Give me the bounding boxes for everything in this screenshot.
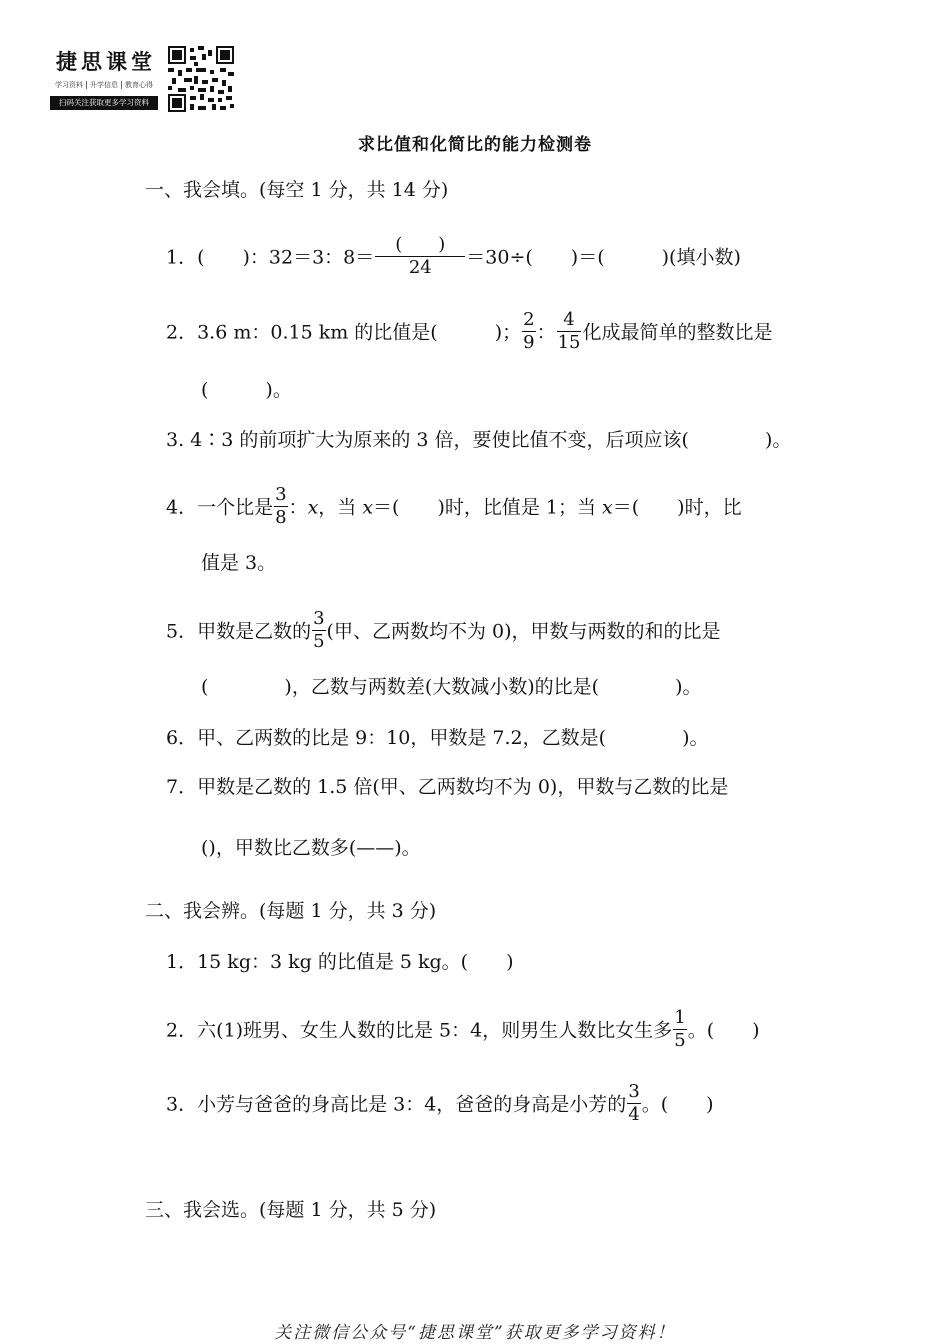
fraction-denominator: 8: [275, 507, 287, 528]
question-1-2: [166, 309, 773, 354]
brand-tag: 教育心得: [125, 81, 153, 89]
question-text: 。( ): [687, 1019, 760, 1042]
brand-logo-text: 捷思课堂: [56, 49, 156, 74]
question-1-1: [166, 234, 741, 279]
fraction-numerator: 3: [313, 608, 325, 629]
fraction-numerator: 1: [674, 1007, 686, 1028]
fraction: [312, 610, 325, 651]
variable-x: x: [362, 496, 374, 519]
question-1-7: 7．甲数是乙数的 1.5 倍(甲、乙两数均不为 0)，甲数与乙数的比是: [166, 776, 729, 798]
question-text: ，当: [318, 496, 363, 519]
question-1-3: 3. 4∶3 的前项扩大为原来的 3 倍，要使比值不变，后项应该( )。: [166, 429, 792, 451]
brand-tag: 升学信息: [87, 81, 122, 89]
fraction-numerator: ( ): [375, 236, 465, 257]
question-text: (甲、乙两数均不为 0)，甲数与两数的和的比是: [326, 620, 721, 643]
question-1-7-cont: ()，甲数比乙数多(——)。: [201, 837, 421, 859]
question-1-4-cont: 值是 3。: [201, 552, 277, 574]
fraction: [627, 1083, 640, 1124]
question-2-1: 1．15 kg：3 kg 的比值是 5 kg。( ): [166, 951, 514, 973]
fraction-denominator: 5: [313, 631, 325, 652]
question-1-4: [166, 484, 742, 529]
question-2-3: [166, 1081, 714, 1126]
brand-tag: 学习资料: [52, 81, 87, 89]
page-title: 求比值和化简比的能力检测卷: [358, 135, 592, 155]
fraction-denominator: 4: [628, 1104, 640, 1125]
question-text: 4．一个比是: [166, 496, 274, 519]
question-1-5: [166, 608, 721, 653]
variable-x: x: [602, 496, 613, 519]
brand-bar: 扫码关注获取更多学习资料: [50, 96, 158, 110]
question-text: ＝30÷( )＝( )(填小数): [466, 246, 741, 269]
fraction-denominator: 5: [674, 1030, 686, 1051]
fraction-denominator: 15: [557, 332, 581, 353]
question-text: 化成最简单的整数比是: [582, 321, 773, 344]
variable-x: x: [307, 496, 319, 519]
question-2-2: [166, 1007, 760, 1052]
fraction-numerator: 3: [628, 1081, 640, 1102]
colon: ：: [288, 496, 308, 519]
section-heading-judge: 二、我会辨。(每题 1 分，共 3 分): [145, 900, 437, 922]
fraction-numerator: 3: [275, 484, 287, 505]
fraction: [375, 236, 465, 277]
question-text: ＝( )时，比: [612, 496, 742, 519]
footer-note: 关注微信公众号“捷思课堂”获取更多学习资料！: [274, 1323, 676, 1343]
fraction: [522, 311, 535, 352]
question-1-6: 6．甲、乙两数的比是 9：10，甲数是 7.2，乙数是( )。: [166, 727, 709, 749]
qr-code-icon[interactable]: [168, 46, 234, 112]
colon: ：: [536, 321, 556, 344]
section-heading-choose: 三、我会选。(每题 1 分，共 5 分): [145, 1199, 437, 1221]
question-text: 1．( )：32＝3：8＝: [166, 246, 375, 269]
fraction: [557, 311, 582, 352]
fraction-numerator: 4: [557, 311, 582, 332]
question-text: 。( ): [641, 1093, 714, 1116]
question-1-5-cont: ( )，乙数与两数差(大数减小数)的比是( )。: [201, 676, 702, 698]
question-text: ＝( )时，比值是 1；当: [373, 496, 603, 519]
brand-tags: [52, 80, 156, 90]
section-heading-fill: 一、我会填。(每空 1 分，共 14 分): [145, 179, 449, 201]
question-text: 2．3.6 m：0.15 km 的比值是( )；: [166, 321, 522, 344]
fraction-numerator: 2: [523, 309, 535, 330]
fraction-denominator: 9: [523, 332, 535, 353]
question-1-2-answer: ( )。: [201, 379, 292, 401]
fraction: [673, 1009, 686, 1050]
question-text: 2．六(1)班男、女生人数的比是 5：4，则男生人数比女生多: [166, 1019, 673, 1042]
fraction: [274, 486, 287, 527]
fraction-denominator: 24: [408, 257, 432, 278]
question-text: 3．小芳与爸爸的身高比是 3：4，爸爸的身高是小芳的: [166, 1093, 627, 1116]
question-text: 5．甲数是乙数的: [166, 620, 312, 643]
